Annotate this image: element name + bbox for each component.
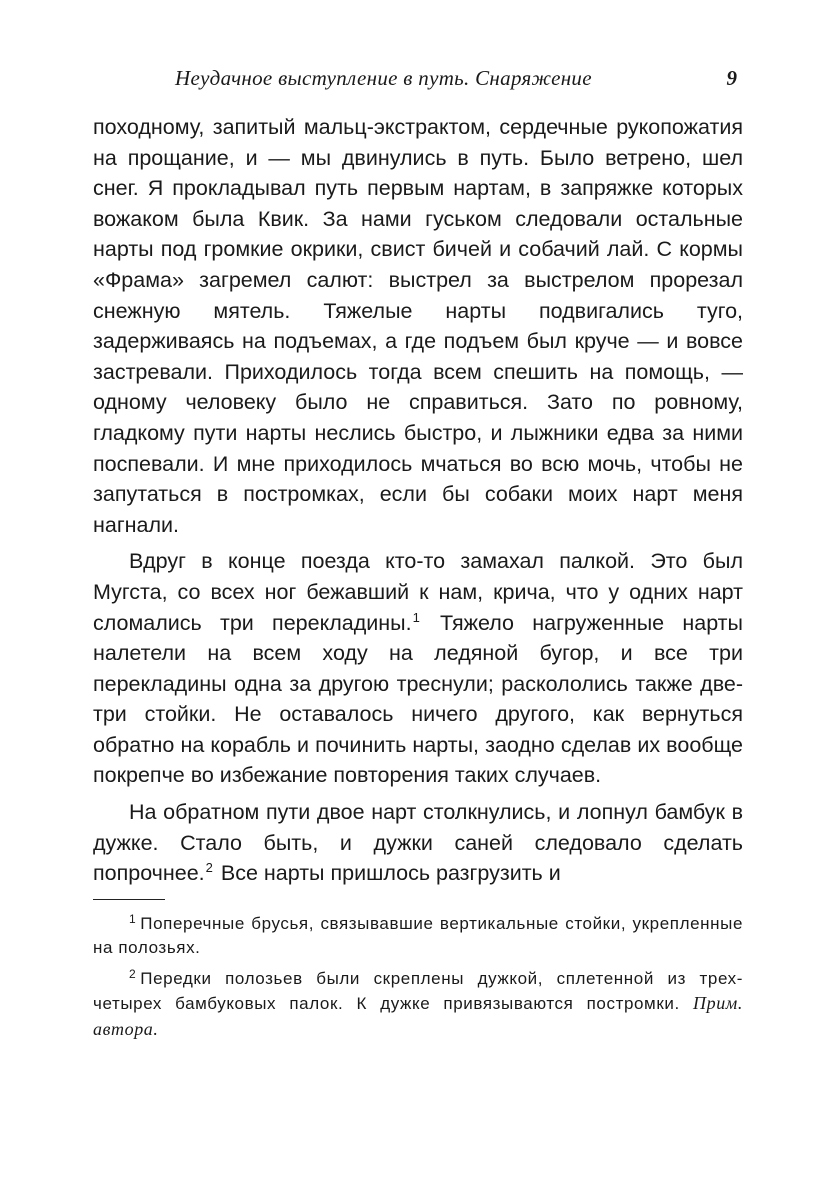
- paragraph-2-text-b: Тяжело нагруженные нарты налетели на всем ходу на ледяной бугор, и все три перекладины одна за другою треснули; раскололись также две-три стойки. Не оставалось ничего другого, как вернуться обратно на корабль и починить нарты, заодно сделав их вообще покрепче во избежание повторения таких случаев.: [93, 610, 743, 788]
- footnote-ref-2: 2: [205, 860, 213, 876]
- paragraph-3: [93, 797, 743, 889]
- footnote-ref-1: 1: [412, 609, 420, 625]
- footnote-2: [93, 967, 743, 1043]
- running-head: [93, 60, 743, 96]
- paragraph-2: [93, 546, 743, 791]
- footnote-2-mark: 2: [129, 966, 137, 981]
- footnotes: [93, 912, 743, 1043]
- footnote-2-text: Передки полозьев были скреплены дужкой, сплетенной из трех-четырех бамбуковых палок. К дужке привязываются постромки.: [93, 968, 743, 1014]
- footnote-divider: [93, 899, 165, 900]
- footnote-1: [93, 912, 743, 961]
- paragraph-3-text-b: Все нарты пришлось разгрузить и: [214, 861, 561, 886]
- footnote-1-text: Поперечные брусья, связывавшие вертикальные стойки, укрепленные на полозьях.: [93, 913, 743, 958]
- footnote-1-mark: 1: [129, 911, 137, 926]
- paragraph-3-text-a: На обратном пути двое нарт столкнулись, и лопнул бамбук в дужке. Стало быть, и дужки саней следовало сделать попрочнее.: [93, 800, 743, 886]
- page-number: 9: [726, 66, 737, 90]
- running-title: Неудачное выступление в путь. Снаряжение: [175, 66, 592, 90]
- paragraph-1: походному, запитый мальц-экстрактом, сердечные рукопожатия на прощание, и — мы двинулись в путь. Было ветрено, шел снег. Я прокладывал путь первым нартам, в запряжке которых вожаком была Квик. За нами гуськом следовали остальные нарты под громкие окрики, свист бичей и собачий лай. С кормы «Фрама» загремел салют: выстрел за выстрелом прорезал снежную мятель. Тяжелые нарты подвигались туго, задерживаясь на подъемах, а где подъем был круче — и вовсе застревали. Приходилось тогда всем спешить на помощь, — одному человеку было не справиться. Зато по ровному, гладкому пути нарты неслись быстро, и лыжники едва за ними поспевали. И мне приходилось мчаться во всю мочь, чтобы не запутаться в постромках, если бы собаки моих нарт меня нагнали.: [93, 115, 743, 537]
- author-note: Прим. автора.: [93, 993, 743, 1039]
- main-text: [93, 112, 743, 889]
- paragraph-2-text-a: Вдруг в конце поезда кто-то замахал палкой. Это был Мугста, со всех ног бежавший к нам, крича, что у одних нарт сломались три перекладины.: [93, 549, 743, 635]
- book-page: [93, 60, 743, 1048]
